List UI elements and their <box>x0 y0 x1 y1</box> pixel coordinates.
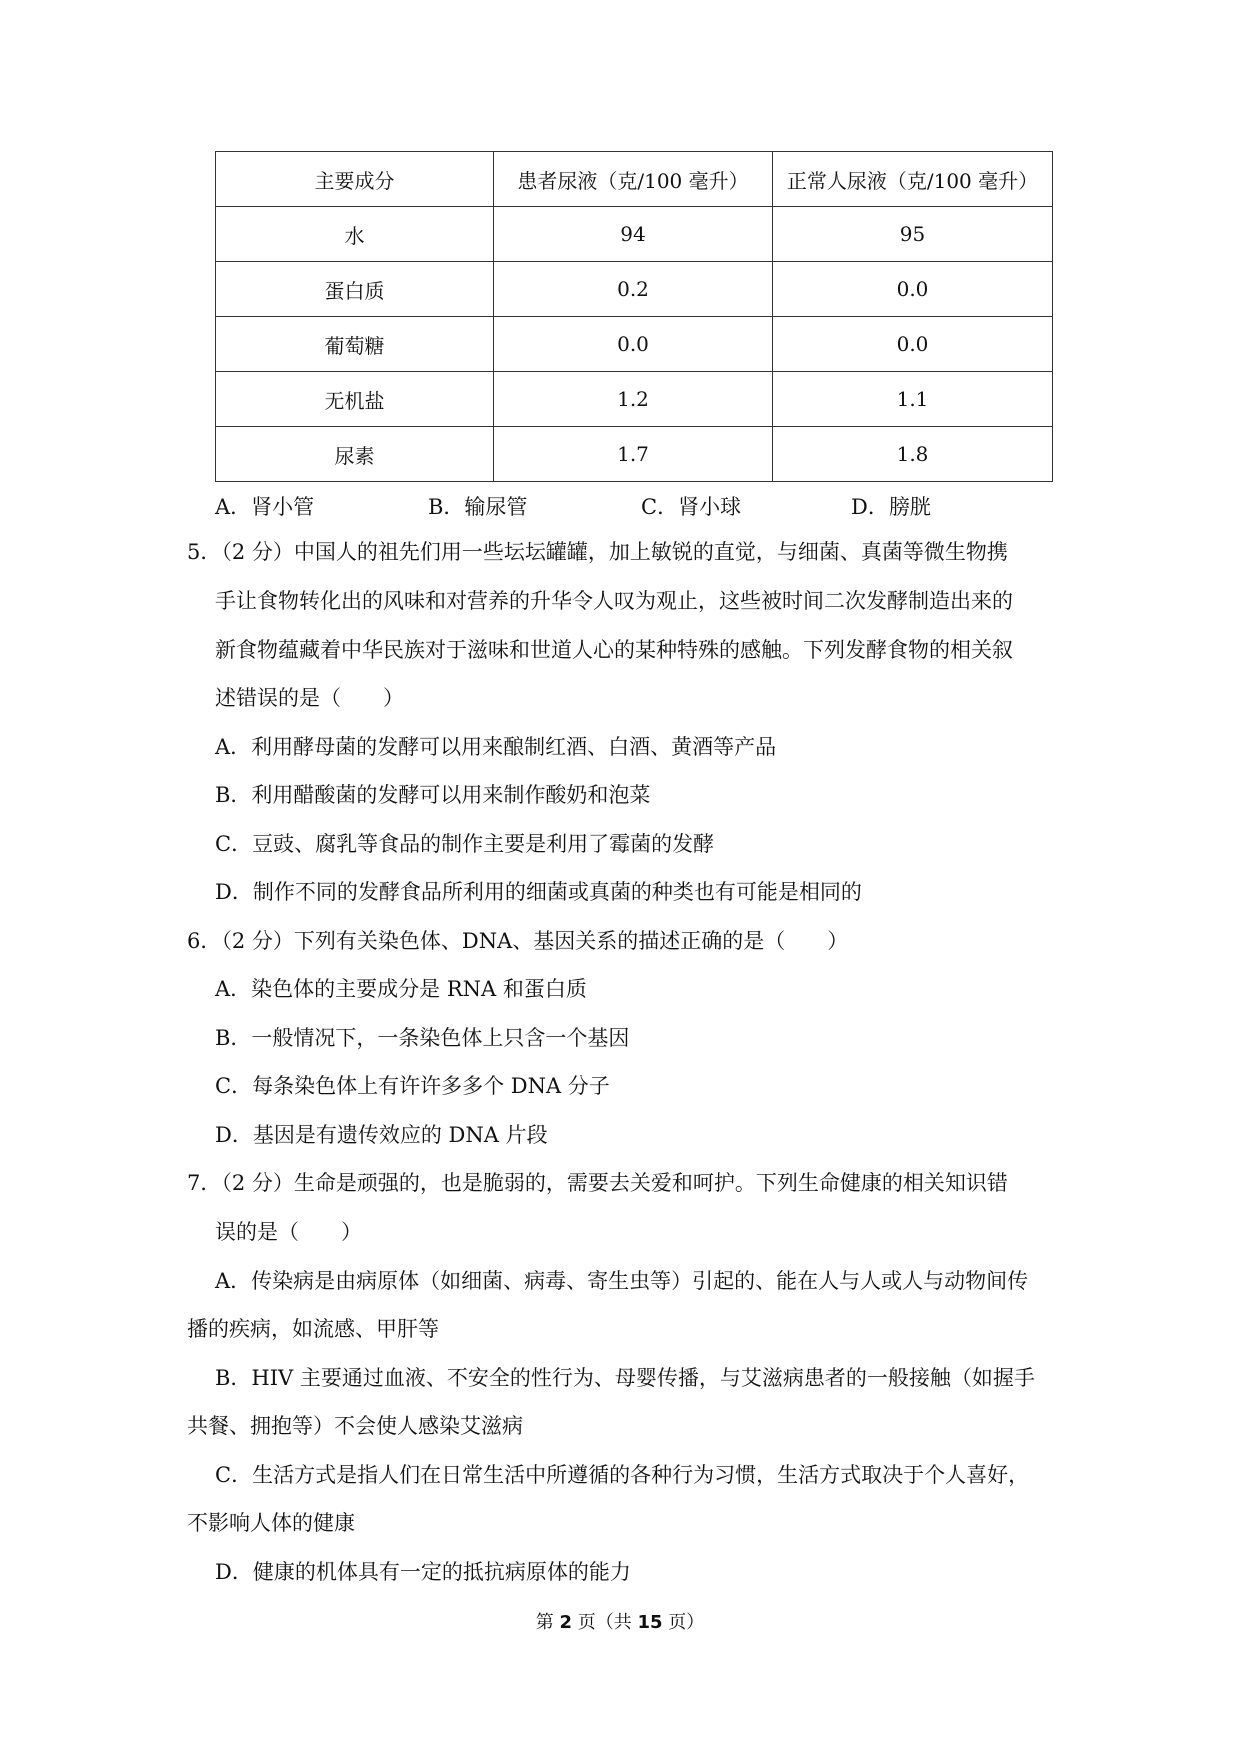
q5-stem-line: 手让食物转化出的风味和对营养的升华令人叹为观止，这些被时间二次发酵制造出来的 <box>215 589 1013 613</box>
table-cell: 水 <box>216 207 494 262</box>
table-cell: 无机盐 <box>216 372 494 427</box>
q7-option-c: C．生活方式是指人们在日常生活中所遵循的各种行为习惯，生活方式取决于个人喜好， <box>215 1463 1030 1487</box>
q5-stem-line: 新食物蕴藏着中华民族对于滋味和世道人心的某种特殊的感触。下列发酵食物的相关叙 <box>215 638 1013 662</box>
q7-option-d: D．健康的机体具有一定的抵抗病原体的能力 <box>215 1560 631 1584</box>
urine-composition-table <box>215 151 1053 482</box>
q5-option-d: D．制作不同的发酵食品所利用的细菌或真菌的种类也有可能是相同的 <box>215 880 862 904</box>
q7-option-c-cont: 不影响人体的健康 <box>187 1511 355 1535</box>
table-cell: 95 <box>773 207 1053 262</box>
footer-prefix: 第 <box>535 1612 554 1633</box>
table-header-row <box>216 152 1053 207</box>
q4-option-d: D．膀胱 <box>851 495 931 519</box>
page-footer <box>0 1608 1240 1634</box>
table-cell: 尿素 <box>216 427 494 482</box>
table-cell: 0.0 <box>773 317 1053 372</box>
q6-stem-line: 6．（2 分）下列有关染色体、DNA、基因关系的描述正确的是（ ） <box>187 929 849 953</box>
q7-option-a: A．传染病是由病原体（如细菌、病毒、寄生虫等）引起的、能在人与人或人与动物间传 <box>215 1269 1029 1293</box>
footer-middle: 页（共 <box>577 1612 632 1633</box>
table-header-cell: 正常人尿液（克/100 毫升） <box>773 152 1053 207</box>
q6-option-b: B．一般情况下，一条染色体上只含一个基因 <box>215 1026 630 1050</box>
q7-option-b: B．HIV 主要通过血液、不安全的性行为、母婴传播，与艾滋病患者的一般接触（如握手 <box>215 1366 1035 1390</box>
q4-option-b: B．输尿管 <box>428 495 528 519</box>
q4-option-a: A．肾小管 <box>215 495 315 519</box>
q6-option-c: C．每条染色体上有许许多多个 DNA 分子 <box>215 1074 610 1098</box>
q6-option-a: A．染色体的主要成分是 RNA 和蛋白质 <box>215 977 587 1001</box>
q7-option-b-cont: 共餐、拥抱等）不会使人感染艾滋病 <box>187 1414 523 1438</box>
table-cell: 1.7 <box>494 427 773 482</box>
q4-option-c: C．肾小球 <box>641 495 742 519</box>
footer-suffix: 页） <box>668 1612 705 1633</box>
table-cell: 葡萄糖 <box>216 317 494 372</box>
q5-option-c: C．豆豉、腐乳等食品的制作主要是利用了霉菌的发酵 <box>215 832 715 856</box>
q6-option-d: D．基因是有遗传效应的 DNA 片段 <box>215 1123 548 1147</box>
q5-option-b: B．利用醋酸菌的发酵可以用来制作酸奶和泡菜 <box>215 783 651 807</box>
table-row <box>216 317 1053 372</box>
table-cell: 1.1 <box>773 372 1053 427</box>
table-cell: 94 <box>494 207 773 262</box>
q7-stem-line: 误的是（ ） <box>215 1220 362 1244</box>
table-cell: 蛋白质 <box>216 262 494 317</box>
footer-total-pages: 15 <box>637 1612 663 1633</box>
table-row <box>216 427 1053 482</box>
table-cell: 0.0 <box>494 317 773 372</box>
table-row <box>216 262 1053 317</box>
footer-page-number: 2 <box>559 1612 572 1633</box>
q7-stem-line: 7．（2 分）生命是顽强的，也是脆弱的，需要去关爱和呵护。下列生命健康的相关知识错 <box>187 1171 1008 1195</box>
table-cell: 1.8 <box>773 427 1053 482</box>
table-cell: 0.2 <box>494 262 773 317</box>
table-header-cell: 患者尿液（克/100 毫升） <box>494 152 773 207</box>
table-cell: 1.2 <box>494 372 773 427</box>
q5-stem-line: 述错误的是（ ） <box>215 686 404 710</box>
q7-option-a-cont: 播的疾病，如流感、甲肝等 <box>187 1317 439 1341</box>
q5-stem-line: 5．（2 分）中国人的祖先们用一些坛坛罐罐，加上敏锐的直觉，与细菌、真菌等微生物携 <box>187 540 1008 564</box>
table-cell: 0.0 <box>773 262 1053 317</box>
table-row <box>216 372 1053 427</box>
q5-option-a: A．利用酵母菌的发酵可以用来酿制红酒、白酒、黄酒等产品 <box>215 735 777 759</box>
table-header-cell: 主要成分 <box>216 152 494 207</box>
table-row <box>216 207 1053 262</box>
